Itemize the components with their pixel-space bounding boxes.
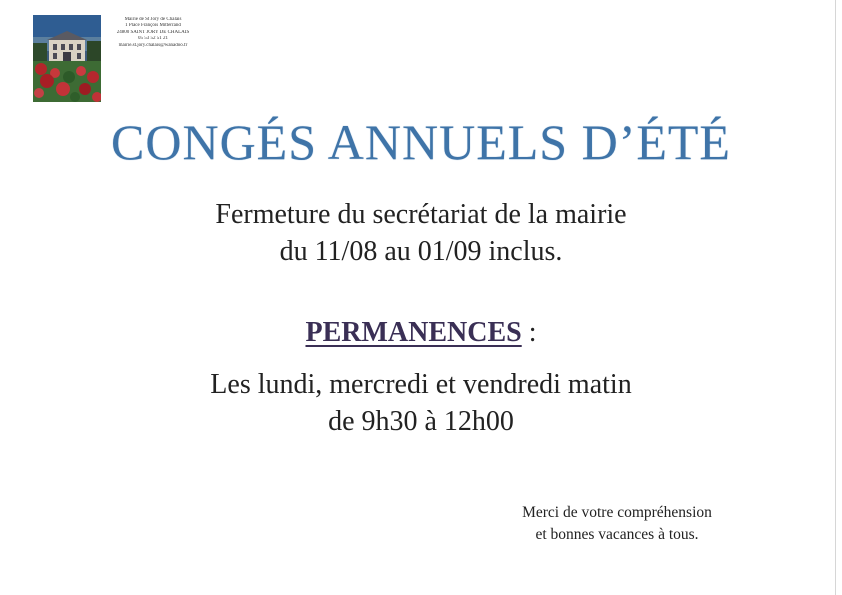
closing-line-1: Merci de votre compréhension [522,504,712,521]
letterhead-line-email: mairie.st.jory.chalais@wanadoo.fr [118,42,188,48]
closing-line-2: et bonnes vacances à tous. [535,526,699,543]
closure-notice [0,196,842,270]
letterhead [108,17,198,49]
notice-title: CONGÉS ANNUELS D’ÉTÉ [111,114,731,170]
schedule-notice [0,366,842,440]
closure-line-1: Fermeture du secrétariat de la mairie [215,199,627,230]
letterhead-line-name: Mairie de St Jory de Chalais [124,17,182,22]
permanences-label: PERMANENCES [305,317,522,348]
letterhead-line-city: 24800 SAINT JORY DE CHALAIS [116,29,190,35]
permanences-heading [0,315,842,351]
page-edge [835,0,836,595]
town-hall-photo [33,15,101,102]
letterhead-line-phone: 05 53 52 51 21 [138,36,168,42]
closure-line-2: du 11/08 au 01/09 inclus. [279,236,563,267]
town-hall-photo-graphic [33,15,101,102]
letterhead-line-street: 1 Place François Mitterrand [125,23,181,29]
schedule-line-1: Les lundi, mercredi et vendredi matin [210,369,632,400]
schedule-line-2: de 9h30 à 12h00 [328,406,514,437]
closing-message [472,502,762,546]
permanences-colon: : [521,317,537,348]
